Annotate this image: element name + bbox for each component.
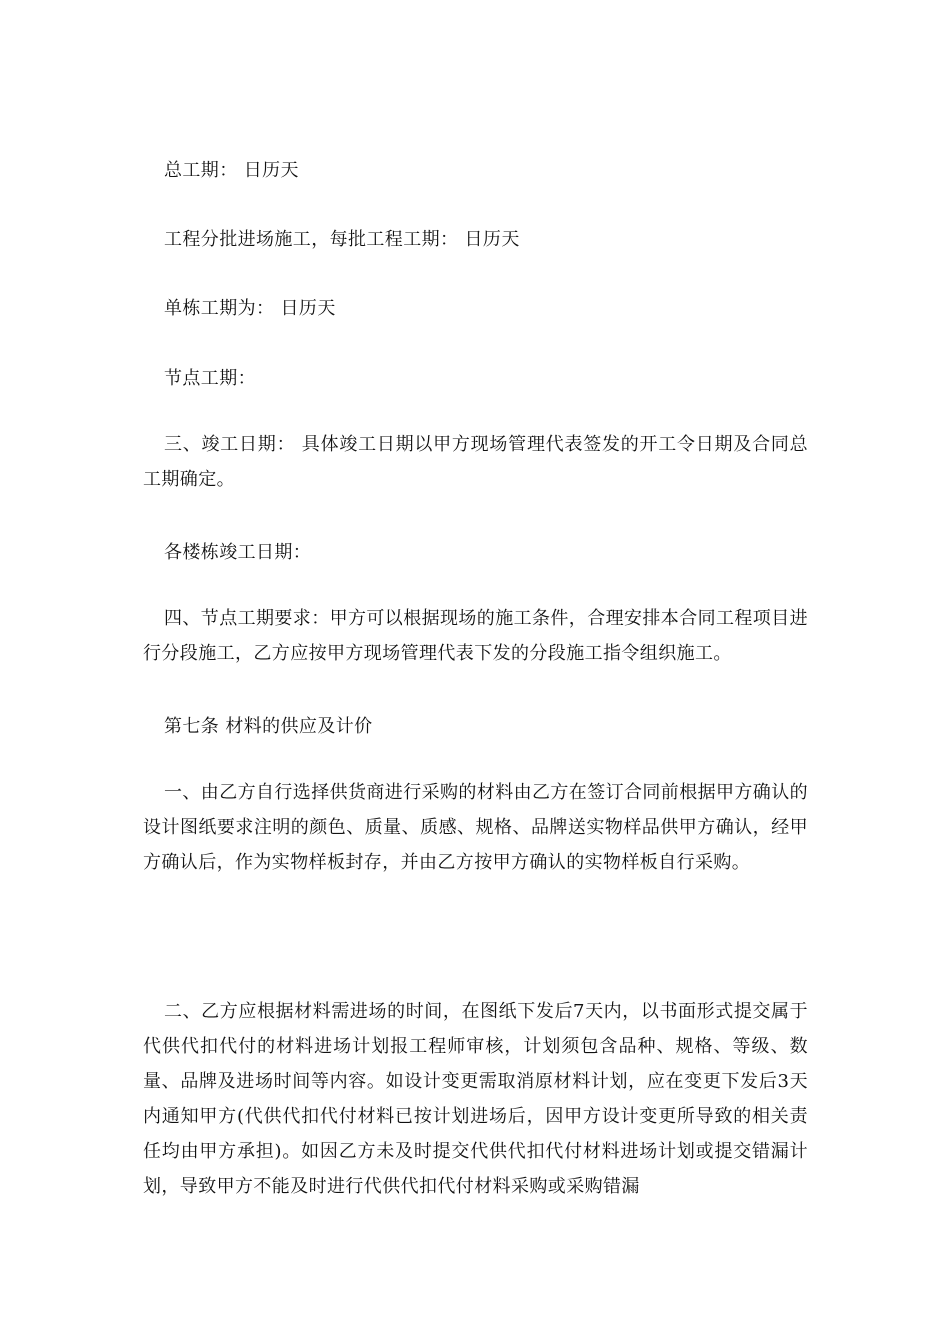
milestone-duration-line: 节点工期： bbox=[164, 368, 256, 389]
total-duration-line: 总工期： 日历天 bbox=[164, 160, 299, 181]
completion-date-paragraph: 三、竣工日期： 具体竣工日期以甲方现场管理代表签发的开工令日期及合同总工期确定。 bbox=[143, 434, 808, 490]
batch-duration-line: 工程分批进场施工，每批工程工期： 日历天 bbox=[164, 229, 520, 250]
material-plan-paragraph: 二、乙方应根据材料需进场的时间，在图纸下发后7天内，以书面形式提交属于代供代扣代付的材料进场计划报工程师审核，计划须包含品种、规格、等级、数量、品牌及进场时间等内容。如设计变更需取消原材料计划，应在变更下发后3天内通知甲方(代供代扣代付材料已按计划进场后，因甲方设计变更所导致的相关责任均由甲方承担)。如因乙方未及时提交代供代扣代付材料进场计划或提交错漏计划，导致甲方不能及时进行代供代扣代付材料采购或采购错漏 bbox=[143, 1001, 808, 1197]
milestone-requirements-paragraph: 四、节点工期要求：甲方可以根据现场的施工条件，合理安排本合同工程项目进行分段施工，乙方应按甲方现场管理代表下发的分段施工指令组织施工。 bbox=[143, 608, 808, 664]
building-completion-line: 各楼栋竣工日期： bbox=[164, 542, 312, 563]
material-procurement-paragraph: 一、由乙方自行选择供货商进行采购的材料由乙方在签订合同前根据甲方确认的设计图纸要求注明的颜色、质量、质感、规格、品牌送实物样品供甲方确认，经甲方确认后，作为实物样板封存，并由乙方按甲方确认的实物样板自行采购。 bbox=[143, 782, 808, 873]
article-seven-heading: 第七条 材料的供应及计价 bbox=[164, 716, 373, 737]
single-building-duration-line: 单栋工期为： 日历天 bbox=[164, 298, 336, 319]
